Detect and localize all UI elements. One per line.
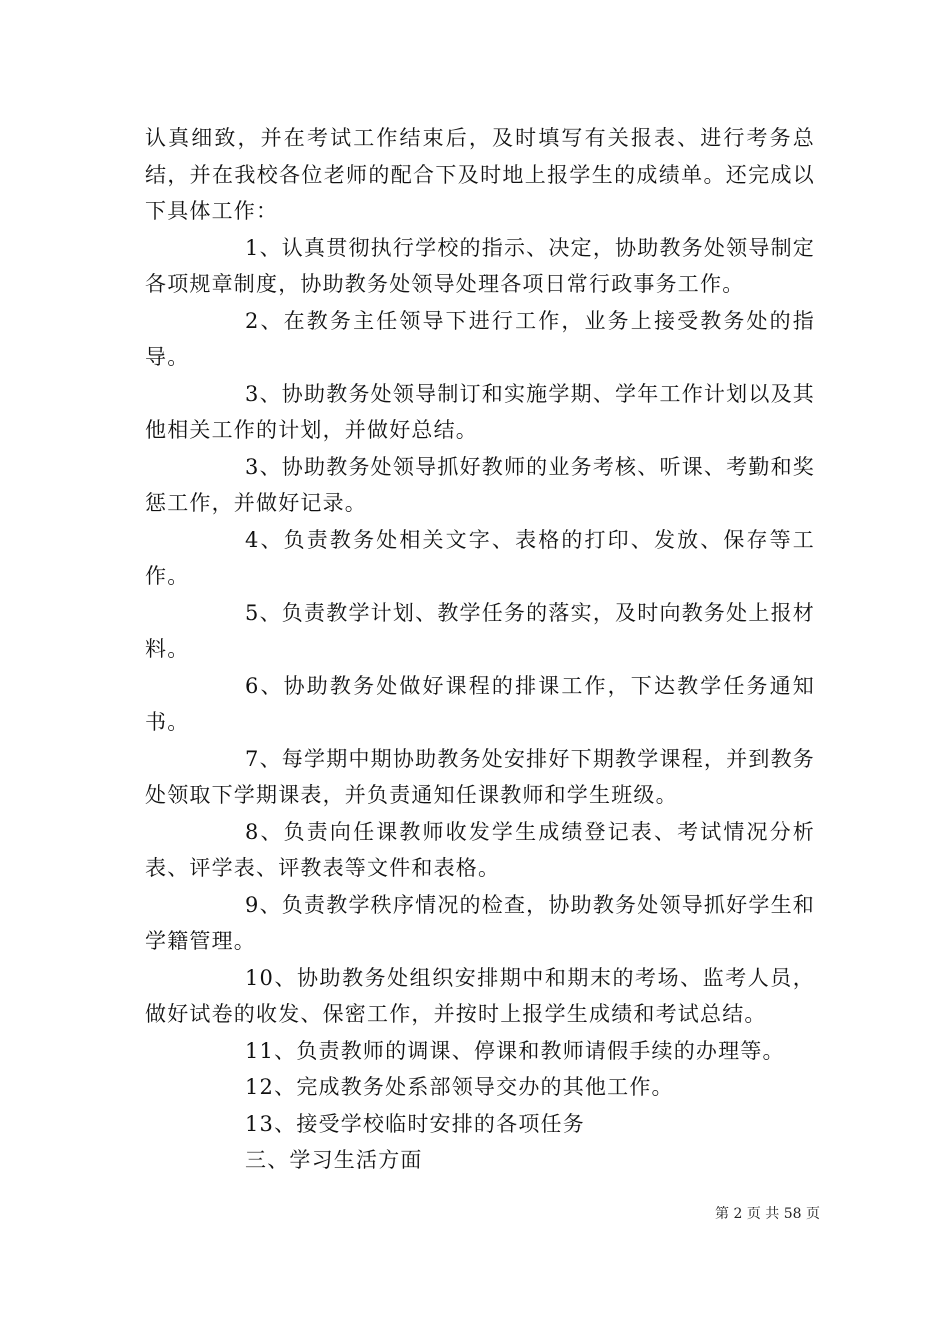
list-item-9: 9、负责教学秩序情况的检查，协助教务处领导抓好学生和学籍管理。 xyxy=(145,892,815,953)
section-heading: 三、学习生活方面 xyxy=(245,1148,423,1172)
list-item-6: 6、协助教务处做好课程的排课工作，下达教学任务通知书。 xyxy=(145,673,815,734)
document-body xyxy=(145,120,815,1179)
list-item-5: 5、负责教学计划、教学任务的落实，及时向教务处上报材料。 xyxy=(145,600,815,661)
list-item-8: 8、负责向任课教师收发学生成绩登记表、考试情况分析表、评学表、评教表等文件和表格。 xyxy=(145,819,815,880)
list-item-3b: 3、协助教务处领导抓好教师的业务考核、听课、考勤和奖惩工作，并做好记录。 xyxy=(145,454,815,515)
list-item-3: 3、协助教务处领导制订和实施学期、学年工作计划以及其他相关工作的计划，并做好总结。 xyxy=(145,381,815,442)
intro-paragraph: 认真细致，并在考试工作结束后，及时填写有关报表、进行考务总结，并在我校各位老师的配合下及时地上报学生的成绩单。还完成以下具体工作： xyxy=(145,126,815,223)
list-item-11: 11、负责教师的调课、停课和教师请假手续的办理等。 xyxy=(245,1038,785,1063)
list-item-4: 4、负责教务处相关文字、表格的打印、发放、保存等工作。 xyxy=(145,527,815,588)
list-item-13: 13、接受学校临时安排的各项任务 xyxy=(245,1111,585,1136)
list-item-1: 1、认真贯彻执行学校的指示、决定，协助教务处领导制定各项规章制度，协助教务处领导处理各项日常行政事务工作。 xyxy=(145,235,815,296)
page-number: 第 2 页 共 58 页 xyxy=(715,1206,820,1222)
list-item-7: 7、每学期中期协助教务处安排好下期教学课程，并到教务处领取下学期课表，并负责通知任课教师和学生班级。 xyxy=(145,746,815,807)
list-item-10: 10、协助教务处组织安排期中和期末的考场、监考人员，做好试卷的收发、保密工作，并按时上报学生成绩和考试总结。 xyxy=(145,965,815,1026)
list-item-12: 12、完成教务处系部领导交办的其他工作。 xyxy=(245,1075,674,1099)
list-item-2: 2、在教务主任领导下进行工作，业务上接受教务处的指导。 xyxy=(145,308,815,369)
